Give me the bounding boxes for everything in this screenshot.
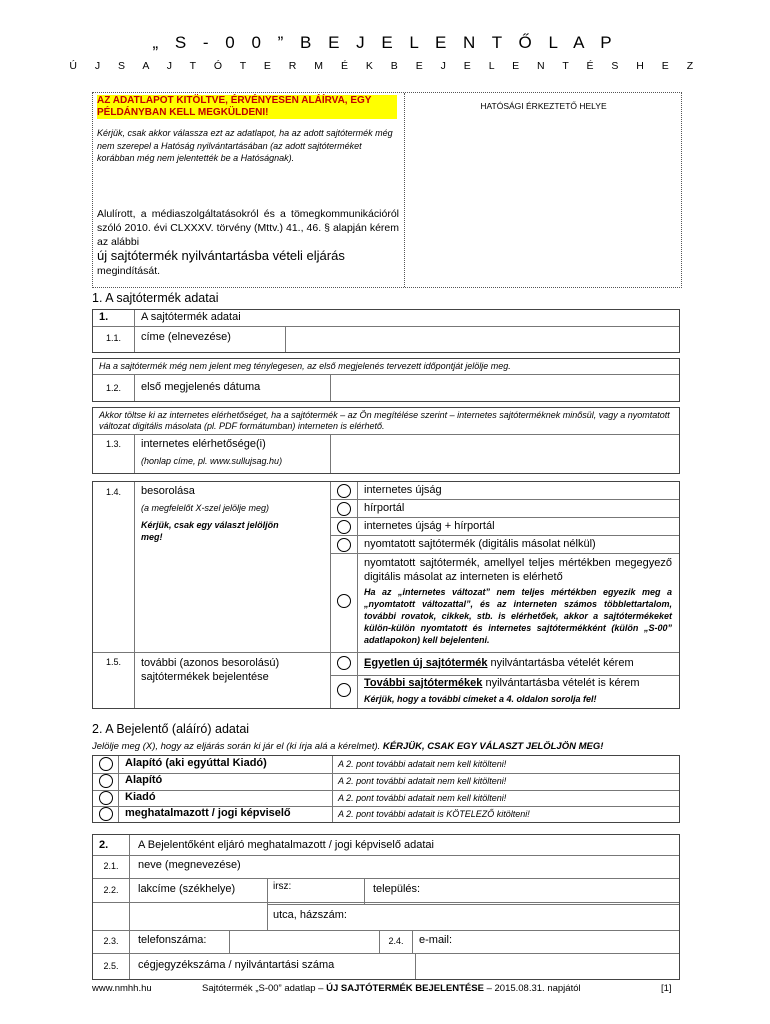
footer-middle-start: Sajtótermék „S-00” adatlap – — [202, 983, 327, 994]
row-1-5-num: 1.5. — [105, 657, 121, 667]
declaration — [97, 207, 399, 278]
option-more-products — [364, 677, 640, 689]
radio-role-publisher[interactable] — [99, 791, 113, 805]
option-single-product — [364, 657, 634, 669]
footer-page: [1] — [661, 983, 672, 994]
section2-heading: 2. A Bejelentő (aláíró) adatai — [92, 722, 250, 736]
email-input[interactable] — [465, 932, 677, 951]
row-1-5-label: további (azonos besorolású) sajtótermékek bejelentése — [141, 657, 280, 683]
option-printed-with-digital-note: Ha az „internetes változat” nem teljes mértékben egyezik meg a „nyomtatott változattal”, és az interneten számos többlettartalom, további rovatok, cikkek, stb. is elérhetőek, akkor a sajtótermékeket külön-külön nyomtatott és internetes sajtótermékként (külön „S-00” adatlapokon) kell bejelenteni. — [364, 587, 672, 645]
option-more-products-rest: nyilvántartásba vételét is kérem — [482, 677, 640, 689]
option-single-product-bold: Egyetlen új sajtótermék — [364, 657, 488, 669]
role-representative: meghatalmazott / jogi képviselő — [125, 807, 291, 819]
table-1-num: 1. — [99, 311, 109, 323]
row-1-4-hint: (a megfelelőt X-szel jelölje meg) — [141, 503, 270, 513]
row-1-3-num: 1.3. — [105, 439, 121, 449]
roles-table — [92, 755, 680, 823]
note-1-3: Akkor töltse ki az internetes elérhetőséget, ha a sajtótermék – az Ön megítélése szerint – internetes sajtóterméknek minősül, vagy a nyomtatott változat digitális másolata (pl. PDF formátumban) interneten is elérhető. — [99, 410, 670, 431]
declaration-end: megindítását. — [97, 265, 161, 277]
radio-internet-newspaper[interactable] — [337, 484, 351, 498]
row-2-2-label: lakcíme (székhelye) — [138, 883, 236, 895]
footer-middle-end: – 2015.08.31. napjától — [483, 983, 581, 994]
title-input[interactable] — [287, 328, 677, 351]
row-2-3-label: telefonszáma: — [138, 934, 207, 946]
row-2-4-label: e-mail: — [419, 934, 453, 946]
section2-instruction-start: Jelölje meg (X), hogy az eljárás során ki jár el (ki írja alá a kérelmet). — [92, 741, 383, 752]
representative-table — [92, 834, 680, 980]
row-1-4-label: besorolása — [141, 485, 195, 497]
option-more-products-note: Kérjük, hogy a további címeket a 4. oldalon sorolja fel! — [364, 694, 597, 704]
radio-role-founder-publisher[interactable] — [99, 757, 113, 771]
table-1-3 — [92, 407, 680, 474]
role-publisher: Kiadó — [125, 791, 156, 803]
declaration-bold: új sajtótermék nyilvántartásba vételi eljárás — [97, 248, 345, 263]
row-2-5-num: 2.5. — [103, 961, 119, 971]
warning-text: AZ ADATLAPOT KITÖLTVE, ÉRVÉNYESEN ALÁÍRVA, EGY PÉLDÁNYBAN KELL MEGKÜLDENI! — [97, 95, 397, 119]
table-1-2 — [92, 358, 680, 402]
form-subtitle: Ú J S A J T Ó T E R M É K B E J E L E N T É S H E Z — [69, 60, 701, 72]
street-input[interactable] — [359, 906, 677, 928]
first-publication-date-input[interactable] — [333, 376, 677, 400]
option-single-product-rest: nyilvántartásba vételét kérem — [487, 657, 634, 669]
row-1-1-num: 1.1. — [105, 333, 121, 343]
row-1-2-label: első megjelenés dátuma — [141, 381, 261, 393]
registration-number-input[interactable] — [417, 955, 677, 979]
radio-role-representative[interactable] — [99, 807, 113, 821]
form-title: „ S - 0 0 ” B E J E L E N T Ő L A P — [152, 33, 618, 52]
radio-news-portal[interactable] — [337, 502, 351, 516]
table-1-title: A sajtótermék adatai — [141, 311, 241, 323]
footer-middle — [202, 983, 581, 994]
role-founder-publisher: Alapító (aki egyúttal Kiadó) — [125, 757, 267, 769]
stamp-label: HATÓSÁGI ÉRKEZTETŐ HELYE — [480, 101, 607, 111]
radio-newspaper-and-portal[interactable] — [337, 520, 351, 534]
section1-heading: 1. A sajtótermék adatai — [92, 291, 219, 305]
role-founder: Alapító — [125, 774, 163, 786]
city-input[interactable] — [431, 880, 677, 900]
role-founder-note: A 2. pont további adatait nem kell kitölteni! — [338, 776, 507, 786]
rep-name-input[interactable] — [269, 857, 677, 876]
role-founder-publisher-note: A 2. pont további adatait nem kell kitölteni! — [338, 759, 507, 769]
notice-box — [92, 92, 682, 288]
option-printed-only: nyomtatott sajtótermék (digitális másolat nélkül) — [364, 538, 596, 550]
table-1-4 — [92, 481, 680, 709]
row-1-2-num: 1.2. — [105, 383, 121, 393]
row-2-2-num: 2.2. — [103, 885, 119, 895]
role-publisher-note: A 2. pont további adatait nem kell kitölteni! — [338, 793, 507, 803]
row-2-1-label: neve (megnevezése) — [138, 859, 241, 871]
footer-middle-bold: ÚJ SAJTÓTERMÉK BEJELENTÉSE — [326, 983, 484, 994]
radio-role-founder[interactable] — [99, 774, 113, 788]
section2-instruction-bold: KÉRJÜK, CSAK EGY VÁLASZT JELÖLJÖN MEG! — [382, 741, 604, 752]
row-2-4-num: 2.4. — [388, 936, 404, 946]
declaration-start: Alulírott, a médiaszolgáltatásokról és a tömegkommunikációról szóló 2010. évi CLXXXV. törvény (Mttv.) 41., 46. § alapján kérem az alábbi — [97, 208, 399, 248]
option-newspaper-and-portal: internetes újság + hírportál — [364, 520, 495, 532]
row-2-5-label: cégjegyzékszáma / nyilvántartási száma — [138, 959, 335, 971]
radio-more-products[interactable] — [337, 683, 351, 697]
internet-address-input[interactable] — [333, 436, 677, 472]
role-representative-note: A 2. pont további adatait is KÖTELEZŐ kitölteni! — [338, 809, 530, 819]
radio-printed-only[interactable] — [337, 538, 351, 552]
option-more-products-bold: További sajtótermékek — [364, 677, 483, 689]
rep-table-title: A Bejelentőként eljáró meghatalmazott / jogi képviselő adatai — [138, 839, 434, 851]
row-2-3-num: 2.3. — [103, 936, 119, 946]
street-label: utca, házszám: — [273, 909, 347, 921]
row-2-1-num: 2.1. — [103, 861, 119, 871]
radio-single-product[interactable] — [337, 656, 351, 670]
footer-site: www.nmhh.hu — [92, 983, 152, 994]
note-1-2: Ha a sajtótermék még nem jelent meg ténylegesen, az első megjelenés tervezett időpontját jelölje meg. — [99, 361, 511, 371]
row-1-3-label: internetes elérhetősége(i) — [141, 438, 266, 450]
row-1-4-num: 1.4. — [105, 487, 121, 497]
row-1-3-hint: (honlap címe, pl. www.sullujsag.hu) — [141, 456, 283, 466]
table-1-head — [92, 309, 680, 353]
row-1-1-label: címe (elnevezése) — [141, 331, 231, 343]
zip-input[interactable] — [299, 880, 361, 900]
phone-input[interactable] — [231, 932, 377, 951]
option-internet-newspaper: internetes újság — [364, 484, 442, 496]
option-news-portal: hírportál — [364, 502, 405, 514]
rep-table-num: 2. — [99, 839, 109, 851]
row-1-4-hint2: Kérjük, csak egy választ jelöljön meg! — [141, 520, 279, 542]
info-text: Kérjük, csak akkor válassza ezt az adatlapot, ha az adott sajtótermék még nem szerepel a Hatóság nyilvántartásában (az adott sajtóterméket korábban még nem jelentették be a Hatóságnak). — [97, 128, 393, 163]
city-label: település: — [373, 883, 421, 895]
notice-divider — [404, 93, 405, 287]
section2-instruction — [92, 741, 603, 752]
zip-label: irsz: — [273, 881, 292, 892]
option-printed-with-digital: nyomtatott sajtótermék, amellyel teljes mértékben megegyező digitális másolat az interneten is elérhető — [364, 557, 672, 583]
radio-printed-with-digital[interactable] — [337, 594, 351, 608]
